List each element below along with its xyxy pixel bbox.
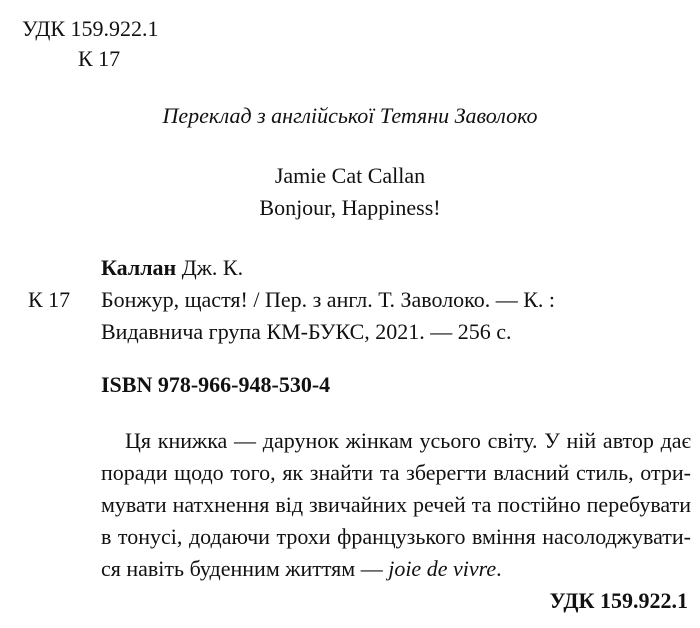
udk-code-top: УДК 159.922.1 [22, 16, 159, 41]
author-sign-side: К 17 [28, 287, 71, 312]
author-sign-top: К 17 [78, 46, 121, 71]
original-author: Jamie Cat Callan [274, 163, 426, 188]
udk-code-bottom: УДК 159.922.1 [549, 588, 688, 613]
annotation-text: ся навіть буденним життям — [101, 556, 389, 581]
original-title: Bonjour, Happiness! [259, 195, 441, 220]
annotation-line: мувати натхнення від звичайних речей та постійно перебувати [101, 492, 691, 517]
annotation-emphasis: joie de vivre [388, 556, 497, 581]
annotation-text: . [496, 556, 502, 581]
catalog-author [101, 255, 243, 281]
catalog-description-line: Видавнича група КМ-БУКС, 2021. — 256 с. [101, 319, 512, 344]
annotation-line: поради щодо того, як знайти та зберегти власний стиль, отри- [101, 460, 691, 485]
annotation-line: Ця книжка — дарунок жінкам усього світу. У ній автор дає [125, 428, 691, 453]
catalog-description-line: Бонжур, щастя! / Пер. з англ. Т. Заволоко. — К. : [101, 287, 556, 312]
annotation-line [101, 553, 691, 585]
isbn: ISBN 978-966-948-530-4 [101, 372, 331, 397]
annotation [101, 425, 691, 585]
translator-credit: Переклад з англійської Тетяни Заволоко [162, 103, 538, 128]
author-initials: Дж. К. [176, 255, 244, 280]
author-surname: Каллан [101, 255, 177, 280]
annotation-line: в тонусі, додаючи трохи французького вміння насолоджувати- [101, 524, 691, 549]
